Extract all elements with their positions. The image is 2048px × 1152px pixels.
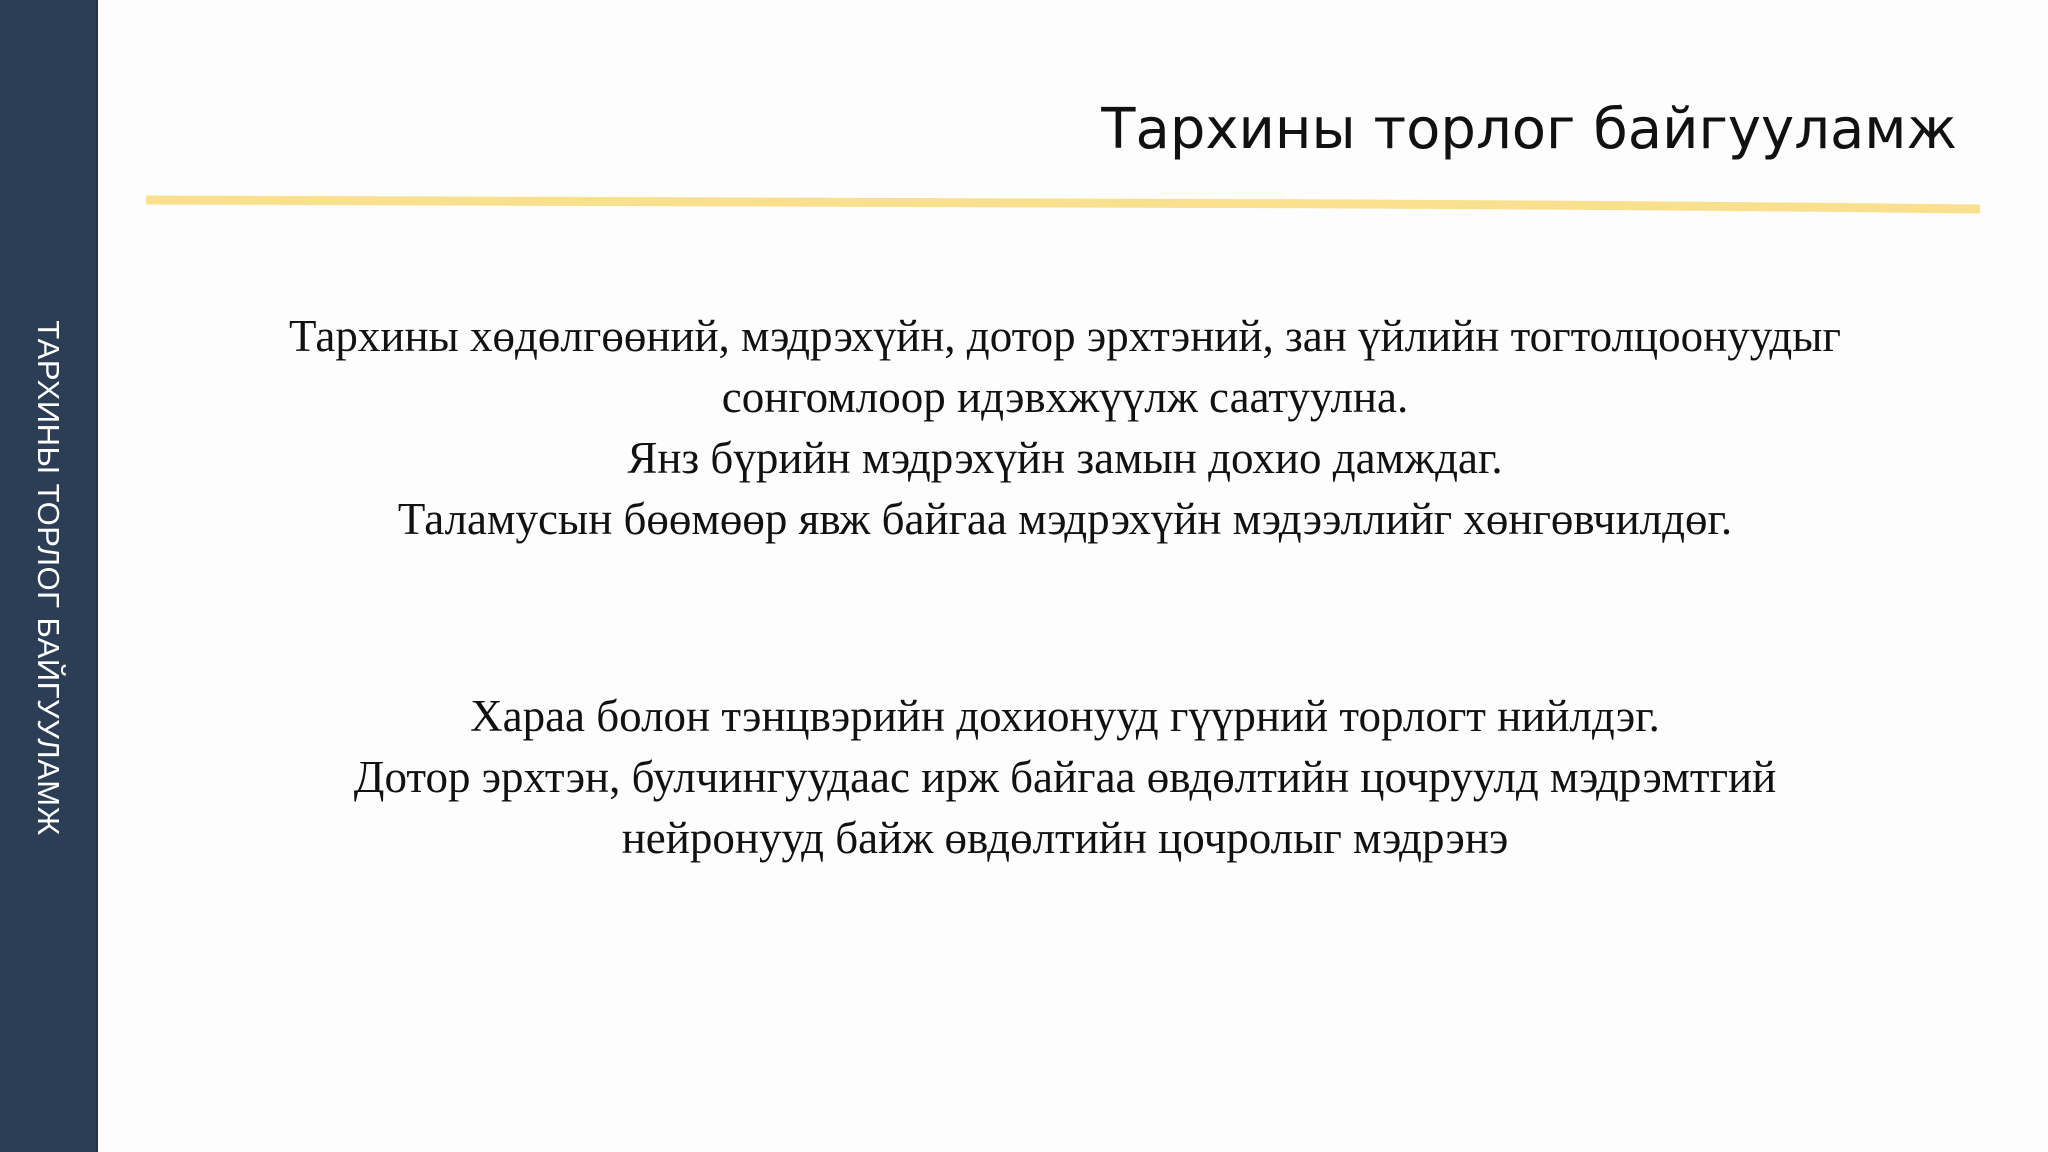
paragraph-line: нейронууд байж өвдөлтийн цочролыг мэдрэнэ (621, 813, 1509, 863)
underline-stroke (148, 200, 1978, 209)
paragraph (150, 686, 1980, 869)
paragraph-line: Хараа болон тэнцвэрийн дохионууд гүүрний торлогт нийлдэг. (470, 691, 1660, 741)
paragraph-line: сонгомлоор идэвхжүүлж саатуулна. (721, 372, 1409, 422)
title-underline (146, 194, 1980, 218)
paragraph-line: Таламусын бөөмөөр явж байгаа мэдрэхүйн мэдээллийг хөнгөвчилдөг. (397, 494, 1733, 544)
slide-title: Тархины торлог байгууламж (1101, 97, 1957, 162)
paragraph-line: Янз бүрийн мэдрэхүйн замын дохио дамждаг. (627, 433, 1503, 483)
paragraph-line: Тархины хөдөлгөөний, мэдрэхүйн, дотор эрхтэний, зан үйлийн тогтолцоонуудыг (289, 311, 1841, 361)
paragraph-line: Дотор эрхтэн, булчингуудаас ирж байгаа өвдөлтийн цочруулд мэдрэмтгий (353, 752, 1777, 802)
sidebar (0, 0, 98, 1152)
sidebar-label: ТАРХИНЫ ТОРЛОГ БАЙГУУЛАМЖ (31, 320, 66, 836)
paragraph (150, 306, 1980, 550)
